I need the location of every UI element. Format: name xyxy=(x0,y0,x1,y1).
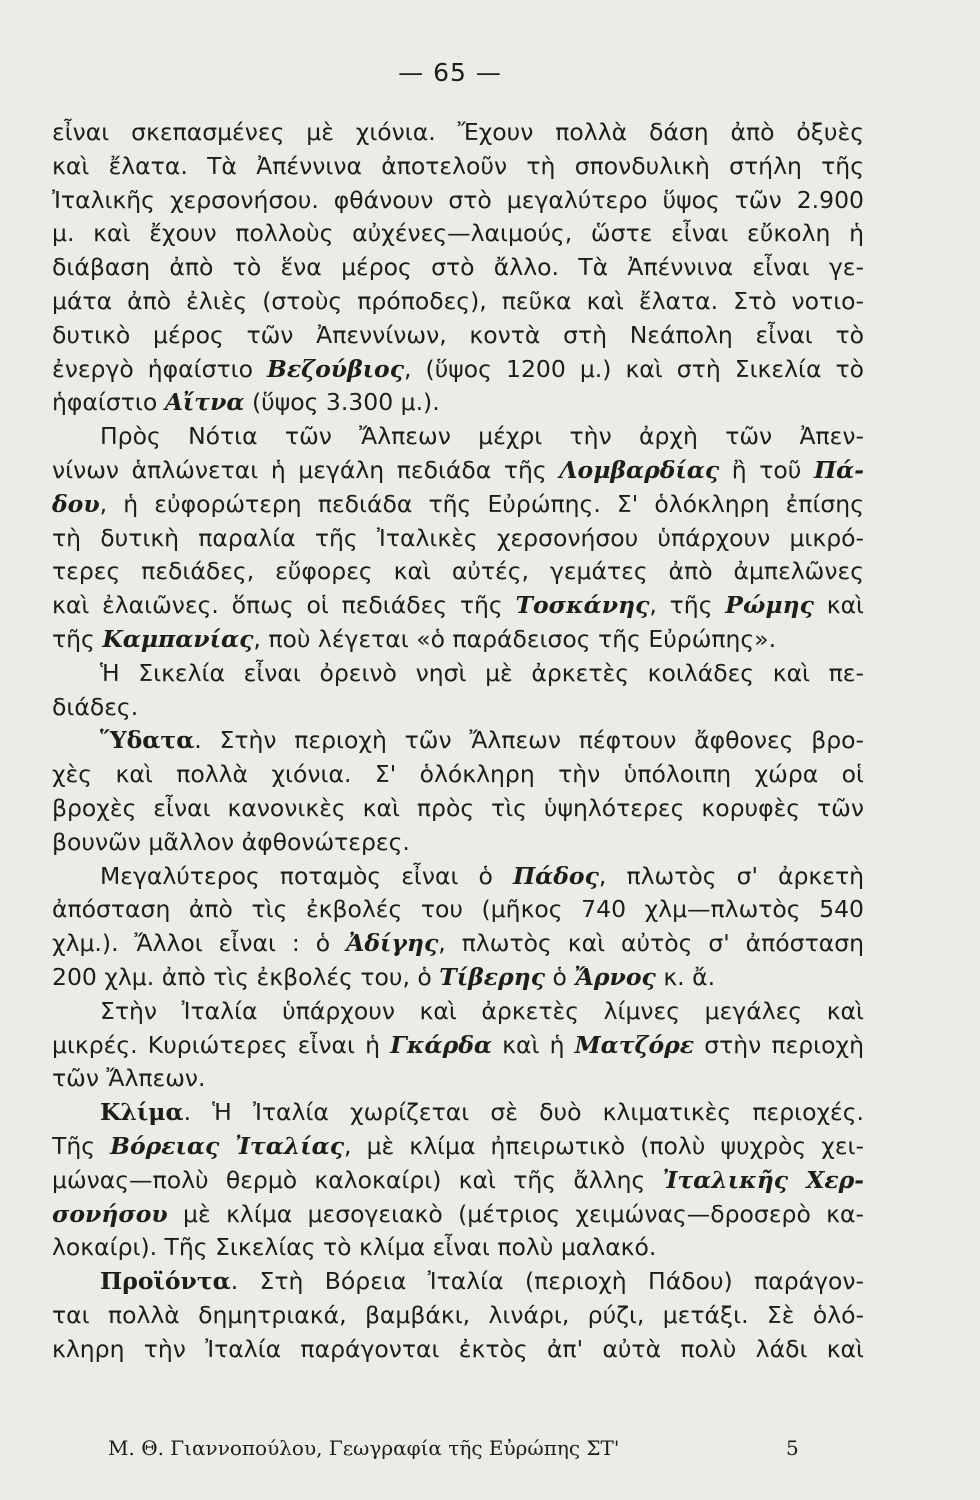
text-line: Πρὸς Νότια τῶν Ἄλπεων μέχρι τὴν ἀρχὴ τῶν Ἀπεν- xyxy=(100,422,864,451)
page-number: — 65 — xyxy=(398,58,502,87)
text-line: διάδες. xyxy=(52,692,139,721)
text-line: δυτικὸ μέρος τῶν Ἀπεννίνων, κοντὰ στὴ Νεάπολη εἶναι τὸ xyxy=(52,320,864,349)
text-line: διάβαση ἀπὸ τὸ ἕνα μέρος στὸ ἄλλο. Τὰ Ἀπέννινα εἶναι γε- xyxy=(52,253,864,282)
text-line: 200 χλμ. ἀπὸ τὶς ἐκβολές του, ὁ Τίβερης ὁ Ἄρνος κ. ἄ. xyxy=(52,962,716,991)
text-line: κληρη τὴν Ἰταλία παράγονται ἐκτὸς ἀπ' αὐτὰ πολὺ λάδι καὶ xyxy=(52,1334,864,1363)
footer-signature-number: 5 xyxy=(786,1436,799,1460)
emphasized-name: Πάδος xyxy=(512,861,599,890)
footer-citation: Μ. Θ. Γιαννοπούλου, Γεωγραφία τῆς Εὐρώπης ΣΤ' xyxy=(108,1436,620,1460)
text-line: τὴ δυτικὴ παραλία τῆς Ἰταλικὲς χερσονήσου ὑπάρχουν μικρό- xyxy=(52,523,864,552)
text-line: βροχὲς εἶναι κανονικὲς καὶ πρὸς τὶς ὑψηλότερες κορυφὲς τῶν xyxy=(52,793,864,822)
emphasized-name: Πά- xyxy=(813,455,864,484)
text-line: ἀπόσταση ἀπὸ τὶς ἐκβολές του (μῆκος 740 χλμ—πλωτὸς 540 xyxy=(52,895,864,924)
text-line: καὶ ἔλατα. Τὰ Ἀπέννινα ἀποτελοῦν τὴ σπονδυλικὴ στήλη τῆς xyxy=(52,151,864,180)
emphasized-name: Βόρειας Ἰταλίας xyxy=(110,1131,345,1160)
text-line: ἡφαίστιο Αἴτνα (ὕψος 3.300 μ.). xyxy=(52,388,440,417)
text-line: τῶν Ἄλπεων. xyxy=(52,1064,206,1093)
text-line: εἶναι σκεπασμένες μὲ χιόνια. Ἔχουν πολλὰ δάση ἀπὸ ὀξυὲς xyxy=(52,118,864,146)
section-heading: Προϊόντα xyxy=(100,1267,231,1296)
text-line: χὲς καὶ πολλὰ χιόνια. Σ' ὁλόκληρη τὴν ὑπόλοιπη χώρα οἱ xyxy=(52,760,864,789)
emphasized-name: Βεζούβιος xyxy=(267,354,405,383)
section-heading: Κλίμα xyxy=(100,1098,184,1127)
emphasized-name: Τοσκάνης xyxy=(515,591,650,620)
text-line: νίνων ἁπλώνεται ἡ μεγάλη πεδιάδα τῆς Λομβαρδίας ἢ τοῦ Πά- xyxy=(52,455,864,484)
emphasized-name: Αἴτνα xyxy=(164,388,245,417)
text-line: Ὕδατα. Στὴν περιοχὴ τῶν Ἄλπεων πέφτουν ἄφθονες βρο- xyxy=(100,726,864,755)
emphasized-name: Καμπανίας xyxy=(102,624,254,653)
body-text xyxy=(52,116,864,1366)
text-line: Ἡ Σικελία εἶναι ὀρεινὸ νησὶ μὲ ἀρκετὲς κοιλάδες καὶ πε- xyxy=(100,658,864,687)
text-line: Κλίμα. Ἡ Ἰταλία χωρίζεται σὲ δυὸ κλιματικὲς περιοχές. xyxy=(100,1098,864,1127)
text-line: Στὴν Ἰταλία ὑπάρχουν καὶ ἀρκετὲς λίμνες μεγάλες καὶ xyxy=(100,996,864,1025)
emphasized-name: Ματζόρε xyxy=(574,1030,695,1059)
text-line: μάτα ἀπὸ ἐλιὲς (στοὺς πρόποδες), πεῦκα καὶ ἔλατα. Στὸ νοτιο- xyxy=(52,286,864,315)
text-line: Μεγαλύτερος ποταμὸς εἶναι ὁ Πάδος, πλωτὸς σ' ἀρκετὴ xyxy=(100,861,864,890)
text-line: ται πολλὰ δημητριακά, βαμβάκι, λινάρι, ρύζι, μετάξι. Σὲ ὁλό- xyxy=(52,1300,864,1329)
text-line: σονήσου μὲ κλίμα μεσογειακὸ (μέτριος χειμώνας—δροσερὸ κα- xyxy=(52,1199,864,1228)
emphasized-name: Ρώμης xyxy=(725,591,814,620)
emphasized-name: σονήσου xyxy=(52,1199,168,1228)
text-line: Προϊόντα. Στὴ Βόρεια Ἰταλία (περιοχὴ Πάδου) παράγον- xyxy=(100,1267,864,1296)
emphasized-name: δου xyxy=(52,489,100,518)
text-line: βουνῶν μᾶλλον ἀφθονώτερες. xyxy=(52,827,410,856)
emphasized-name: Λομβαρδίας xyxy=(559,455,720,484)
text-line: μικρές. Κυριώτερες εἶναι ἡ Γκάρδα καὶ ἡ Ματζόρε στὴν περιοχὴ xyxy=(52,1030,864,1059)
emphasized-name: Τίβερης xyxy=(439,962,546,991)
text-line: μώνας—πολὺ θερμὸ καλοκαίρι) καὶ τῆς ἄλλης Ἰταλικῆς Χερ- xyxy=(52,1165,864,1194)
text-line: τῆς Καμπανίας, ποὺ λέγεται «ὁ παράδεισος τῆς Εὐρώπης». xyxy=(52,624,777,653)
text-line: Ἰταλικῆς χερσονήσου. φθάνουν στὸ μεγαλύτερο ὕψος τῶν 2.900 xyxy=(52,185,864,214)
text-line: χλμ.). Ἄλλοι εἶναι : ὁ Ἀδίγης, πλωτὸς καὶ αὐτὸς σ' ἀπόσταση xyxy=(52,929,864,958)
text-line: τερες πεδιάδες, εὔφορες καὶ αὐτές, γεμάτες ἀπὸ ἀμπελῶνες xyxy=(52,557,864,586)
text-line: μ. καὶ ἔχουν πολλοὺς αὐχένες—λαιμούς, ὥστε εἶναι εὔκολη ἡ xyxy=(52,219,864,248)
section-heading: Ὕδατα xyxy=(100,726,195,755)
emphasized-name: Ἀδίγης xyxy=(346,929,439,958)
text-line: ἐνεργὸ ἡφαίστιο Βεζούβιος, (ὕψος 1200 μ.) καὶ στὴ Σικελία τὸ xyxy=(52,354,864,383)
emphasized-name: Ἰταλικῆς Χερ- xyxy=(662,1165,864,1194)
emphasized-name: Γκάρδα xyxy=(390,1030,492,1059)
text-line: δου, ἡ εὐφορώτερη πεδιάδα τῆς Εὐρώπης. Σ' ὁλόκληρη ἐπίσης xyxy=(52,489,864,518)
text-line: καὶ ἐλαιῶνες. ὅπως οἱ πεδιάδες τῆς Τοσκάνης, τῆς Ρώμης καὶ xyxy=(52,591,865,620)
text-line: λοκαίρι). Τῆς Σικελίας τὸ κλίμα εἶναι πολὺ μαλακό. xyxy=(52,1233,657,1262)
text-line: Τῆς Βόρειας Ἰταλίας, μὲ κλίμα ἠπειρωτικὸ (πολὺ ψυχρὸς χει- xyxy=(52,1131,864,1160)
emphasized-name: Ἄρνος xyxy=(574,962,656,991)
